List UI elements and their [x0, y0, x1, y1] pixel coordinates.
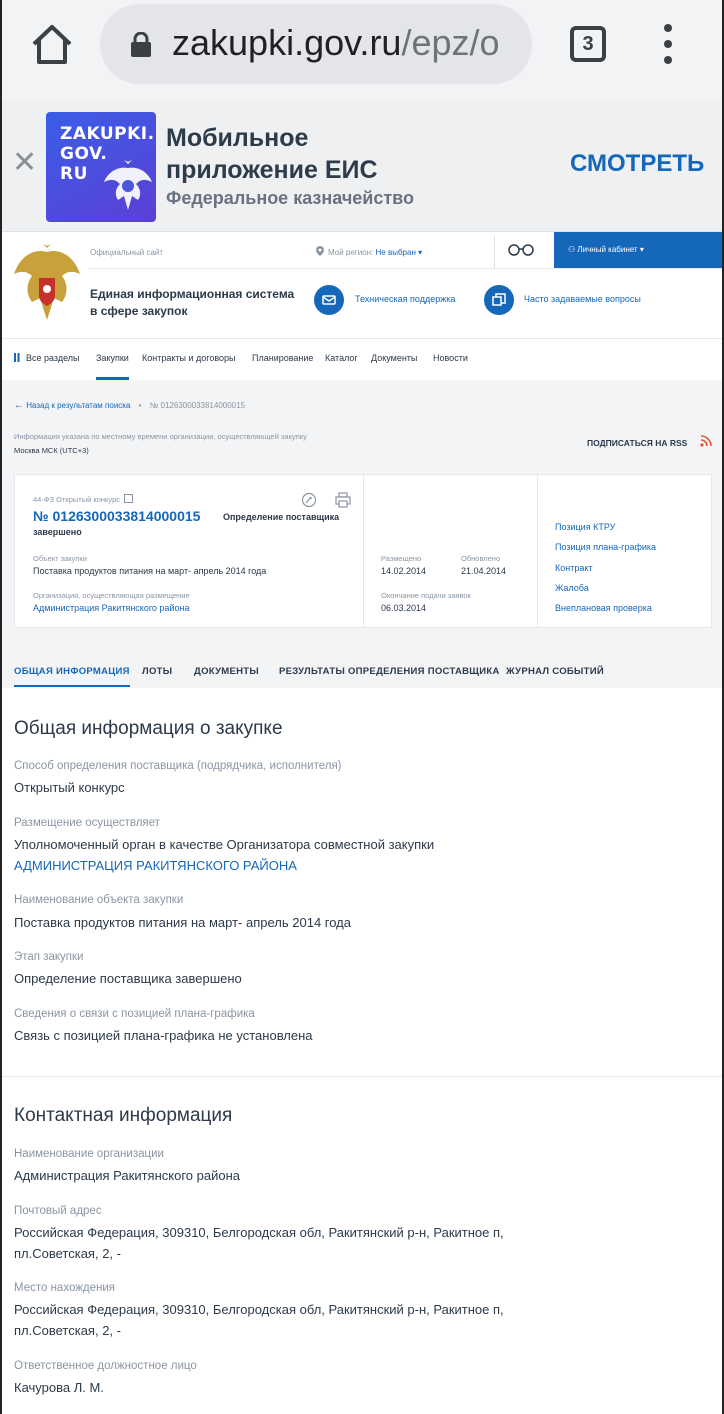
section-tabs — [2, 652, 722, 688]
header-divider — [494, 236, 495, 268]
stage-value: Определение поставщика завершено — [14, 971, 242, 986]
banner-subtitle: Федеральное казначейство — [166, 188, 414, 208]
view-app-button[interactable]: СМОТРЕТЬ — [570, 150, 705, 177]
app-banner — [2, 100, 722, 232]
posted-label: Размещено — [381, 554, 422, 563]
region-selector[interactable]: Мой регион: Не выбран ▾ — [316, 246, 422, 257]
tab-switcher-button[interactable]: 3 — [570, 26, 606, 62]
nav-planning[interactable]: Планирование — [252, 353, 314, 363]
signature-icon[interactable] — [303, 494, 316, 507]
plan-link-value: Связь с позицией плана-графика не установлена — [14, 1028, 313, 1043]
header-divider-line — [88, 268, 722, 269]
personal-cabinet-button[interactable]: ⚇ Личный кабинет ▾ — [554, 232, 722, 268]
copy-icon[interactable] — [124, 494, 133, 503]
site-header — [2, 232, 722, 338]
object-name-label: Наименование объекта закупки — [14, 894, 184, 906]
method-value: Открытый конкурс — [14, 780, 125, 795]
contact-info-title: Контактная информация — [14, 1105, 233, 1126]
stage-label: Этап закупки — [14, 951, 84, 963]
official-site-label: Официальный сайт — [90, 248, 164, 257]
link-inspection[interactable]: Внеплановая проверка — [555, 603, 652, 613]
address-bar[interactable] — [100, 4, 532, 84]
overflow-menu-icon[interactable] — [658, 24, 678, 64]
procurement-number[interactable]: № 0126300033814000015 — [33, 508, 201, 524]
card-actions — [301, 492, 351, 508]
lock-icon — [130, 32, 152, 58]
url-text: zakupki.gov.ru/epz/o — [172, 22, 500, 63]
deadline-label: Окончание подачи заявок — [381, 591, 471, 600]
user-icon: ⚇ — [568, 245, 576, 254]
object-name-value: Поставка продуктов питания на март- апрель 2014 года — [14, 915, 351, 930]
link-contract[interactable]: Контракт — [555, 563, 593, 573]
location-line2: пл.Советская, 2, - — [14, 1323, 121, 1338]
tab-documents[interactable]: ДОКУМЕНТЫ — [194, 666, 260, 677]
banner-title: Мобильное приложение ЕИС — [166, 124, 378, 184]
location-label: Место нахождения — [14, 1282, 116, 1294]
procurement-status-cont: завершено — [33, 527, 82, 537]
home-icon[interactable] — [28, 22, 76, 66]
general-info-title: Общая информация о закупке — [14, 718, 283, 739]
object-value: Поставка продуктов питания на март- апрель 2014 года — [33, 566, 267, 576]
rss-subscribe-link[interactable]: ПОДПИСАТЬСЯ НА RSS — [587, 438, 688, 448]
back-arrow-icon[interactable]: ← — [14, 400, 24, 411]
breadcrumb: ← Назад к результатам поиска • № 0126300033814000015 — [14, 400, 246, 411]
method-label: Способ определения поставщика (подрядчика, исполнителя) — [14, 760, 342, 772]
coat-of-arms-icon[interactable] — [12, 244, 82, 324]
link-plan-position[interactable]: Позиция плана-графика — [555, 542, 657, 552]
object-label: Объект закупки — [33, 554, 87, 563]
link-complaint[interactable]: Жалоба — [555, 583, 589, 593]
placement-label: Размещение осуществляет — [14, 817, 160, 829]
org-link[interactable]: Администрация Ракитянского района — [33, 603, 190, 613]
org-label: Организация, осуществляющая размещение — [33, 591, 190, 600]
procurement-card — [14, 474, 712, 628]
link-ktru[interactable]: Позиция КТРУ — [555, 522, 616, 532]
rss-icon[interactable] — [700, 435, 712, 447]
postal-address-line1: Российская Федерация, 309310, Белгородская обл, Ракитянский р-н, Ракитное п, — [14, 1225, 504, 1240]
responsible-person-label: Ответственное должностное лицо — [14, 1360, 197, 1372]
placement-org-link[interactable]: АДМИНИСТРАЦИЯ РАКИТЯНСКОГО РАЙОНА — [14, 858, 297, 873]
deadline-value: 06.03.2014 — [381, 603, 427, 613]
contact-org-value: Администрация Ракитянского района — [14, 1168, 240, 1183]
nav-contracts[interactable]: Контракты и договоры — [142, 353, 236, 363]
nav-purchases[interactable]: Закупки — [96, 353, 129, 363]
accessibility-glasses-icon[interactable] — [508, 242, 534, 256]
back-to-results-link[interactable]: Назад к результатам поиска — [26, 401, 131, 410]
postal-address-label: Почтовый адрес — [14, 1205, 102, 1217]
timezone-value: Москва МСК (UTC+3) — [14, 446, 89, 455]
system-name: Единая информационная система в сфере закупок — [90, 287, 295, 318]
contact-org-label: Наименование организации — [14, 1148, 164, 1160]
tab-supplier-results[interactable]: РЕЗУЛЬТАТЫ ОПРЕДЕЛЕНИЯ ПОСТАВЩИКА — [279, 666, 500, 677]
support-link[interactable]: Техническая поддержка — [355, 294, 456, 304]
grid-icon — [14, 353, 23, 362]
nav-news[interactable]: Новости — [433, 353, 468, 363]
close-icon[interactable]: ✕ — [12, 146, 38, 179]
tab-event-log[interactable]: ЖУРНАЛ СОБЫТИЙ — [506, 666, 605, 677]
app-icon[interactable] — [46, 112, 156, 222]
updated-value: 21.04.2014 — [461, 566, 507, 576]
location-pin-icon — [316, 246, 324, 256]
nav-documents[interactable]: Документы — [371, 353, 418, 363]
print-icon[interactable] — [336, 493, 350, 507]
updated-label: Обновлено — [461, 554, 501, 563]
section-divider — [2, 1076, 722, 1077]
law-type: 44-ФЗ Открытый конкурс — [33, 494, 133, 504]
postal-address-line2: пл.Советская, 2, - — [14, 1246, 121, 1261]
breadcrumb-number: № 0126300033814000015 — [149, 401, 246, 410]
card-divider — [363, 475, 364, 627]
browser-toolbar — [2, 0, 722, 100]
faq-link[interactable]: Часто задаваемые вопросы — [524, 294, 641, 304]
placement-value: Уполномоченный орган в качестве Организатора совместной закупки — [14, 837, 435, 852]
card-divider — [537, 475, 538, 627]
support-mail-icon[interactable] — [314, 285, 344, 315]
responsible-person-value: Качурова Л. М. — [14, 1380, 104, 1395]
tab-lots[interactable]: ЛОТЫ — [142, 666, 173, 677]
location-line1: Российская Федерация, 309310, Белгородская обл, Ракитянский р-н, Ракитное п, — [14, 1302, 504, 1317]
posted-value: 14.02.2014 — [381, 566, 427, 576]
faq-icon[interactable] — [484, 285, 514, 315]
main-nav — [2, 338, 722, 380]
nav-catalog[interactable]: Каталог — [325, 353, 358, 363]
timezone-note: Информация указана по местному времени организации, осуществляющей закупку — [14, 432, 307, 441]
procurement-status: Определение поставщика — [223, 512, 340, 522]
app-icon-label: ZAKUPKI. GOV. RU — [60, 124, 155, 184]
procurement-summary-area — [2, 380, 722, 688]
tab-general-info[interactable]: ОБЩАЯ ИНФОРМАЦИЯ — [14, 666, 130, 677]
eagle-emblem-icon — [102, 158, 154, 214]
nav-all-sections[interactable]: Все разделы — [14, 353, 80, 363]
plan-link-label: Сведения о связи с позицией плана-графика — [14, 1008, 255, 1020]
